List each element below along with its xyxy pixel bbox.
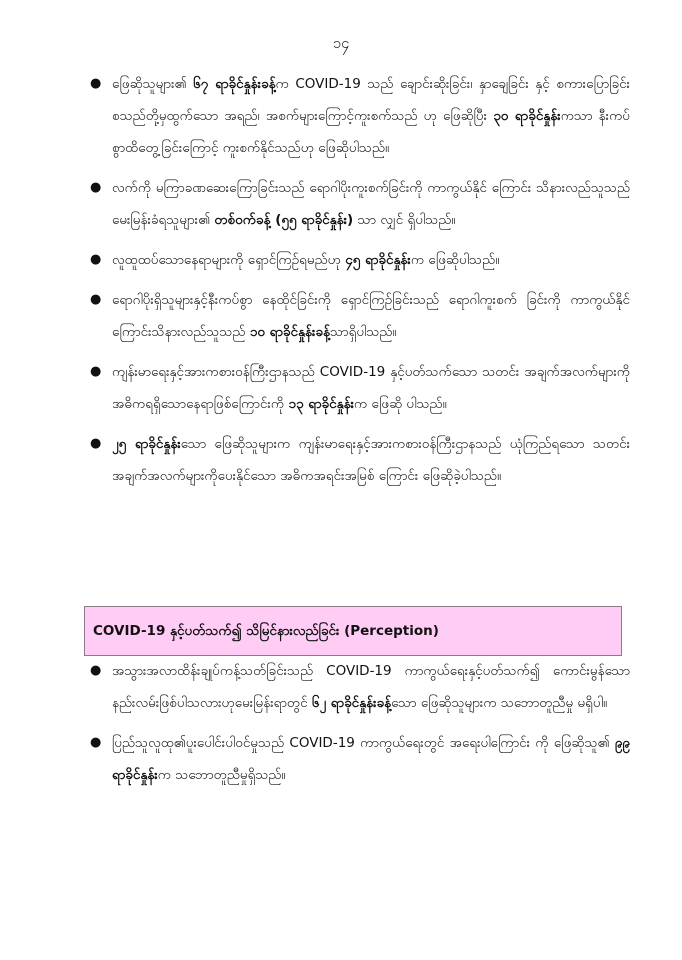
text-run: ပြည်သူလူထု၏ပူးပေါင်းပါဝင်မှုသည် COVID-19 ကာကွယ်ရေးတွင် အရေးပါကြောင်း ကို ဖြေဆိုသူ၏ [112, 735, 615, 751]
bullet-icon: ● [90, 180, 102, 195]
highlight-percentage: တစ်ဝက်ခန့် (၅၅ ရာခိုင်နှုန်း) [214, 212, 354, 228]
list-item [90, 727, 630, 791]
list-item [90, 172, 630, 236]
highlight-percentage: ၁၃ ရာခိုင်နှုန်း [288, 396, 355, 412]
findings-list-bottom [90, 655, 630, 799]
text-run: ရောဂါပိုးရှိသူများနှင့်နီးကပ်စွာ နေထိုင်ခြင်းကို ရှောင်ကြဉ်ခြင်းသည် ရောဂါကူးစက် ခြင်းကို ကာကွယ်နိုင်ကြောင်းသိနားလည်သူသည် [112, 292, 630, 340]
section-heading-box [84, 606, 622, 656]
bullet-icon: ● [90, 76, 102, 91]
text-run: လူထူထပ်သောနေရာများကို ရှောင်ကြဉ်ရမည်ဟု [112, 252, 346, 268]
text-run: သော ဖြေဆိုသူများက သဘောတူညီမှု မရှိပါ။ [391, 695, 608, 711]
highlight-percentage: ၆၂ ရာခိုင်နှုန်းခန့် [311, 695, 392, 711]
bullet-icon: ● [90, 252, 102, 267]
list-item [90, 68, 630, 164]
list-item [90, 428, 630, 492]
list-item [90, 655, 630, 719]
list-item [90, 284, 630, 348]
text-run: သာ လျှင် ရှိပါသည်။ [353, 212, 456, 228]
text-run: ဖြေဆိုသူများ၏ [112, 76, 194, 92]
text-run: လက်ကို မကြာခဏဆေးကြောခြင်းသည် ရောဂါပိုးကူးစက်ခြင်းကို ကာကွယ်နိုင် ကြောင်း သိနားလည်သူသည် မေးမြန်းခံရသူများ၏ [112, 180, 630, 228]
highlight-percentage: ၄၅ ရာခိုင်နှုန်း [345, 252, 411, 268]
text-run: က ဖြေဆို ပါသည်။ [354, 396, 447, 412]
list-item [90, 356, 630, 420]
bullet-icon: ● [90, 735, 102, 750]
highlight-percentage: ၃၀ ရာခိုင်နှုန်း [493, 108, 561, 124]
text-run: က COVID-19 သည် ချောင်းဆိုးခြင်း၊ နှာချေခြင်း နှင့် စကားပြောခြင်း စသည်တို့မှထွက်သော အရည်၊ အစက်များကြောင့်ကူးစက်သည် ဟု ဖြေဆိုပြီး [112, 76, 630, 124]
text-run: က ဖြေဆိုပါသည်။ [410, 252, 500, 268]
highlight-percentage: ၆၇ ရာခိုင်နှုန်းခန့် [193, 76, 276, 92]
text-run: ကသာ နီးကပ်စွာထိတွေ့ခြင်းကြောင့် ကူးစက်နိုင်သည်ဟု ဖြေဆိုပါသည်။ [112, 108, 630, 156]
text-run: သာရှိပါသည်။ [329, 324, 397, 340]
bullet-icon: ● [90, 364, 102, 379]
findings-list-top [90, 68, 630, 500]
text-run: က သဘောတူညီမှုရှိသည်။ [157, 767, 286, 783]
list-item [90, 244, 630, 276]
text-run: အသွားအလာထိန်းချုပ်ကန့်သတ်ခြင်းသည် COVID-19 ကာကွယ်ရေးနှင့်ပတ်သက်၍ ကောင်းမွန်သော နည်းလမ်းဖြစ်ပါသလားဟုမေးမြန်းရာတွင် [112, 663, 630, 711]
highlight-percentage: ၁၀ ရာခိုင်နှုန်းခန့် [249, 324, 330, 340]
bullet-icon: ● [90, 436, 102, 451]
highlight-percentage: ၂၅ ရာခိုင်နှုန်း [112, 436, 181, 452]
text-run: ကျန်းမာရေးနှင့်အားကစားဝန်ကြီးဌာနသည် COVID-19 နှင့်ပတ်သက်သော သတင်း အချက်အလက်များကို အဓိကရရှိသောနေရာဖြစ်ကြောင်းကို [112, 364, 630, 412]
bullet-icon: ● [90, 292, 102, 307]
highlight-percentage: ၉၉ ရာခိုင်နှုန်း [112, 735, 630, 783]
section-title: COVID-19 နှင့်ပတ်သက်၍ သိမြင်နားလည်ခြင်း (Perception) [93, 623, 439, 639]
text-run: သော ဖြေဆိုသူများက ကျန်းမာရေးနှင့်အားကစားဝန်ကြီးဌာနသည် ယုံကြည်ရသော သတင်းအချက်အလက်များကိုပေးနိုင်သော အဓိကအရင်းအမြစ် ကြောင်း ဖြေဆိုခဲ့ပါသည်။ [112, 436, 631, 484]
bullet-icon: ● [90, 663, 102, 678]
page-number: ၁၄ [332, 34, 350, 52]
